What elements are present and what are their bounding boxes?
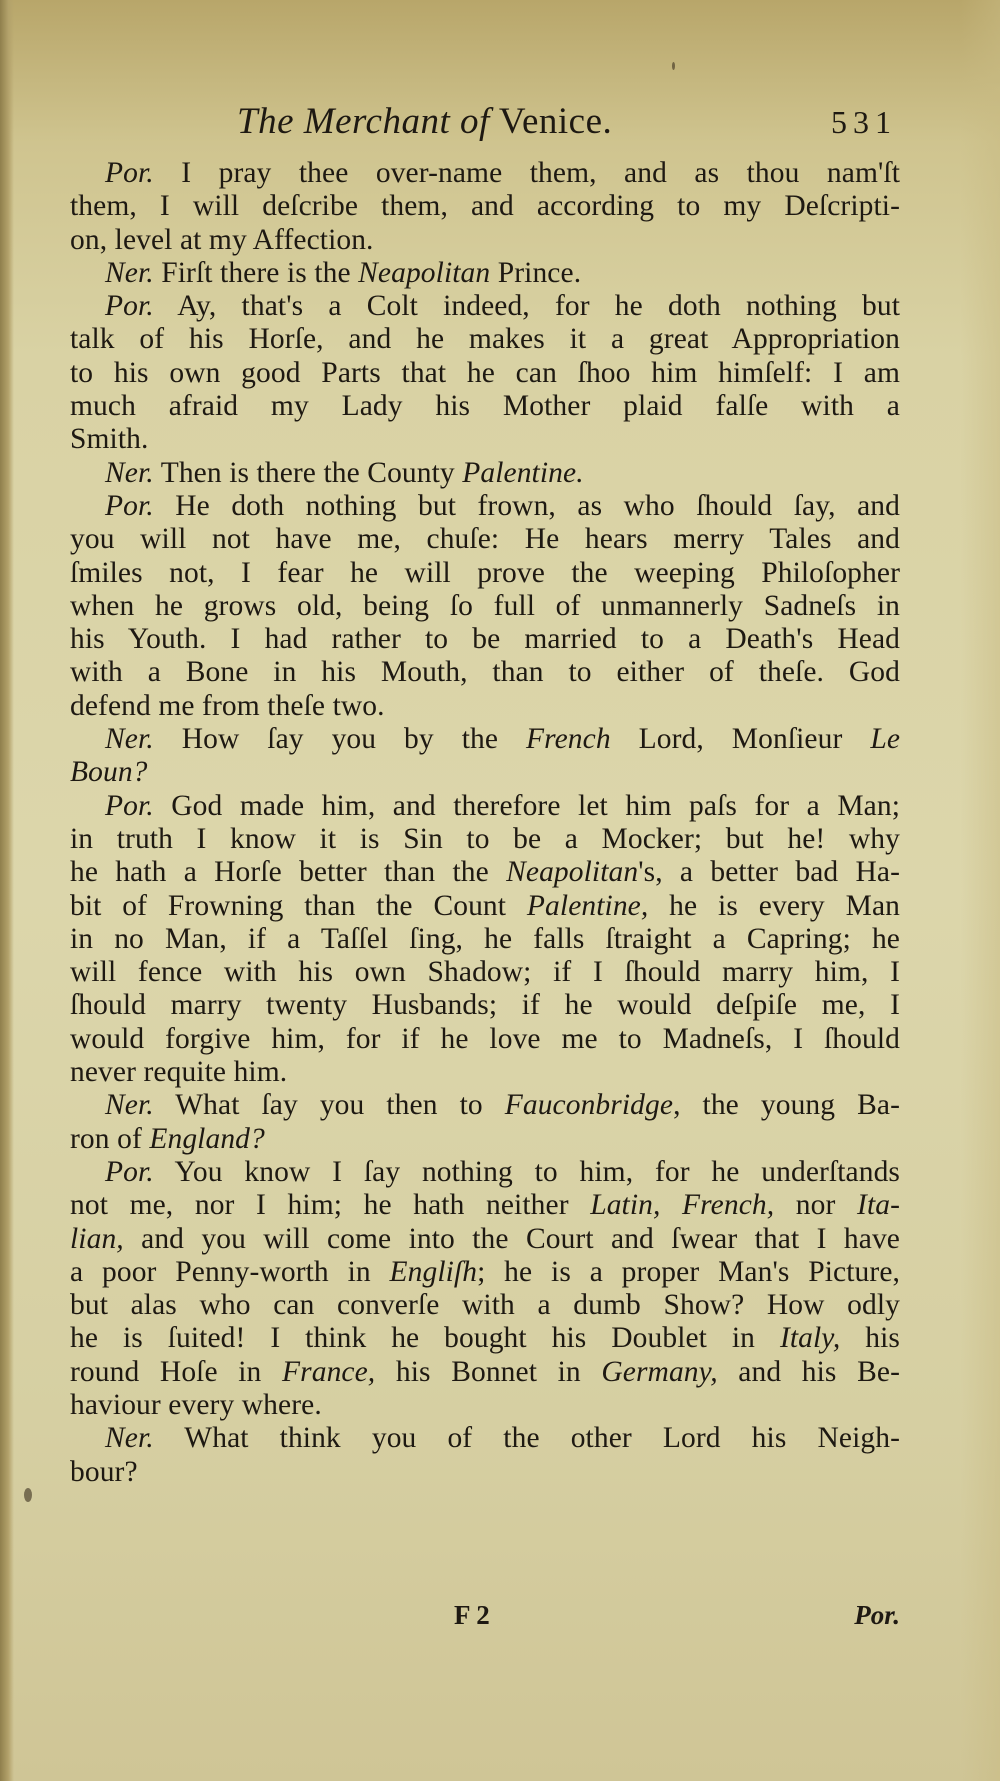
text-segment: ; he is a proper Man's Picture, xyxy=(477,1255,900,1288)
text-line xyxy=(70,623,900,656)
text-segment: in no Man, if a Taſſel ſing, he falls ſtraight a Capring; he xyxy=(70,922,900,955)
text-line xyxy=(70,1356,900,1389)
text-segment: bit of Frowning than the Count xyxy=(70,889,527,922)
text-segment: He doth nothing but frown, as who ſhould ſay, and xyxy=(153,489,900,522)
text-segment: ron of xyxy=(70,1122,150,1155)
text-segment: You know I ſay nothing to him, for he underſtands xyxy=(153,1155,900,1188)
text-segment: How ſay you by the xyxy=(153,723,526,756)
text-line xyxy=(70,989,900,1022)
italic-term: Neapolitan xyxy=(358,256,491,289)
text-segment: on, level at my Affection. xyxy=(70,223,374,256)
text-segment: ſmiles not, I fear he will prove the weeping Philoſopher xyxy=(70,556,900,589)
text-segment: and his Be- xyxy=(717,1355,900,1388)
text-segment: Then is there the County xyxy=(153,456,463,489)
page-number: 531 xyxy=(831,104,897,140)
page-header xyxy=(237,100,897,150)
catchword: Por. xyxy=(854,1600,900,1630)
speaker-name: Ner. xyxy=(105,1089,154,1122)
text-line xyxy=(70,190,900,223)
text-line xyxy=(70,1322,900,1355)
text-line xyxy=(70,1089,900,1122)
text-segment: his Youth. I had rather to be married to a Death's Head xyxy=(70,623,900,656)
speaker-name: Ner. xyxy=(105,456,154,489)
text-segment: , the young Ba- xyxy=(673,1089,901,1122)
speaker-name: Ner. xyxy=(105,723,154,756)
signature-mark: F 2 xyxy=(454,1600,490,1630)
text-line xyxy=(70,1422,900,1455)
text-segment: bour? xyxy=(70,1455,138,1488)
text-segment: much afraid my Lady his Mother plaid falſe with a xyxy=(70,390,900,423)
italic-term: Italy, xyxy=(779,1322,841,1355)
text-line xyxy=(70,523,900,556)
text-segment: talk of his Horſe, and he makes it a great Appropriation xyxy=(70,323,900,356)
text-segment: Ay, that's a Colt indeed, for he doth nothing but xyxy=(153,290,900,323)
text-line xyxy=(70,590,900,623)
text-line xyxy=(70,1223,900,1256)
text-segment: you will not have me, chuſe: He hears merry Tales and xyxy=(70,523,900,556)
text-segment: he hath a Horſe better than the xyxy=(70,856,507,889)
text-segment: to his own good Parts that he can ſhoo him himſelf: I am xyxy=(70,356,900,389)
speaker-name: Ner. xyxy=(105,1422,154,1455)
text-line xyxy=(70,790,900,823)
text-segment: Smith. xyxy=(70,423,149,456)
text-segment: not me, nor I him; he hath neither xyxy=(70,1189,591,1222)
text-segment: 's, a better bad Ha- xyxy=(638,856,901,889)
text-line xyxy=(70,923,900,956)
speaker-name: Por. xyxy=(105,789,154,822)
text-segment: with a Bone in his Mouth, than to either of theſe. God xyxy=(70,656,900,689)
text-line xyxy=(70,723,900,756)
text-segment: What ſay you then to xyxy=(153,1089,505,1122)
text-line xyxy=(70,1256,900,1289)
text-line xyxy=(70,357,900,390)
text-segment: when he grows old, being ſo full of unmannerly Sadneſs in xyxy=(70,589,900,622)
speaker-name: Por. xyxy=(105,157,154,189)
text-segment: ſhould marry twenty Husbands; if he would deſpiſe me, I xyxy=(70,989,900,1022)
text-segment: his Bonnet in xyxy=(375,1355,602,1388)
text-segment: would forgive him, for if he love me to Madneſs, I ſhould xyxy=(70,1022,900,1055)
page-footer xyxy=(70,1600,900,1640)
italic-term: Boun? xyxy=(70,756,148,789)
text-line xyxy=(70,1389,900,1422)
text-segment: but alas who can converſe with a dumb Show? How odly xyxy=(70,1289,900,1322)
italic-term: Germany, xyxy=(601,1355,718,1388)
text-segment: What think you of the other Lord his Neigh- xyxy=(153,1422,900,1455)
body-text xyxy=(70,157,900,1489)
text-line xyxy=(70,1056,900,1089)
text-segment: them, I will deſcribe them, and according to my Deſcripti- xyxy=(70,190,900,223)
text-line xyxy=(70,1023,900,1056)
italic-term: Fauconbridge xyxy=(504,1089,674,1122)
running-title-part2: of xyxy=(459,101,490,142)
text-line xyxy=(70,1123,900,1156)
italic-term: Neapolitan xyxy=(506,856,639,889)
text-segment: will fence with his own Shadow; if I ſhould marry him, I xyxy=(70,956,900,989)
text-line xyxy=(70,690,900,723)
text-segment: Lord, Monſieur xyxy=(610,723,871,756)
text-line xyxy=(70,756,900,789)
text-line xyxy=(70,823,900,856)
text-line xyxy=(70,224,900,257)
italic-term: Palentine, xyxy=(526,889,649,922)
running-title-part1: The Merchant xyxy=(237,101,451,142)
page-gutter-shadow xyxy=(0,0,14,1781)
text-line xyxy=(70,656,900,689)
text-line xyxy=(70,956,900,989)
text-line xyxy=(70,890,900,923)
text-segment: in truth I know it is Sin to be a Mocker; but he! why xyxy=(70,822,900,855)
italic-term: England? xyxy=(149,1122,265,1155)
italic-term: lian, xyxy=(70,1222,124,1255)
running-title-part3: Venice. xyxy=(498,101,613,142)
italic-term: Palentine. xyxy=(462,456,584,489)
italic-term: Ita- xyxy=(857,1189,901,1222)
text-segment: a poor Penny-worth in xyxy=(70,1255,390,1288)
text-line xyxy=(70,390,900,423)
ink-speck xyxy=(24,1488,32,1502)
italic-term: French xyxy=(525,723,611,756)
text-line xyxy=(70,323,900,356)
text-segment: Prince. xyxy=(490,256,582,289)
text-line xyxy=(70,1289,900,1322)
text-segment: nor xyxy=(774,1189,858,1222)
italic-term: Engliſh xyxy=(389,1255,478,1288)
text-line xyxy=(70,257,900,290)
text-line xyxy=(70,423,900,456)
text-line xyxy=(70,157,900,190)
text-segment: defend me from theſe two. xyxy=(70,689,385,722)
speaker-name: Por. xyxy=(105,489,154,522)
text-line xyxy=(70,856,900,889)
italic-term: Latin, French, xyxy=(590,1189,775,1222)
text-line xyxy=(70,557,900,590)
text-segment: I pray thee over-name them, and as thou nam'ſt xyxy=(153,157,900,189)
text-segment: he is every Man xyxy=(648,889,900,922)
page-edge xyxy=(960,0,1000,1781)
text-line xyxy=(70,1156,900,1189)
text-segment: never requite him. xyxy=(70,1056,288,1089)
text-line xyxy=(70,1456,900,1489)
italic-term: Le xyxy=(870,723,901,756)
text-line xyxy=(70,457,900,490)
text-segment: God made him, and therefore let him paſs for a Man; xyxy=(153,789,900,822)
running-title xyxy=(237,100,612,143)
speaker-name: Ner. xyxy=(105,256,154,289)
text-segment: his xyxy=(840,1322,900,1355)
text-segment: he is ſuited! I think he bought his Doublet in xyxy=(70,1322,780,1355)
text-line xyxy=(70,290,900,323)
speaker-name: Por. xyxy=(105,290,154,323)
text-segment: Firſt there is the xyxy=(153,256,359,289)
text-segment: haviour every where. xyxy=(70,1388,322,1421)
text-segment: round Hoſe in xyxy=(70,1355,283,1388)
speaker-name: Por. xyxy=(105,1155,154,1188)
text-line xyxy=(70,1189,900,1222)
text-segment: and you will come into the Court and ſwear that I have xyxy=(123,1222,900,1255)
italic-term: France, xyxy=(282,1355,376,1388)
ink-speck xyxy=(672,62,675,70)
text-line xyxy=(70,490,900,523)
